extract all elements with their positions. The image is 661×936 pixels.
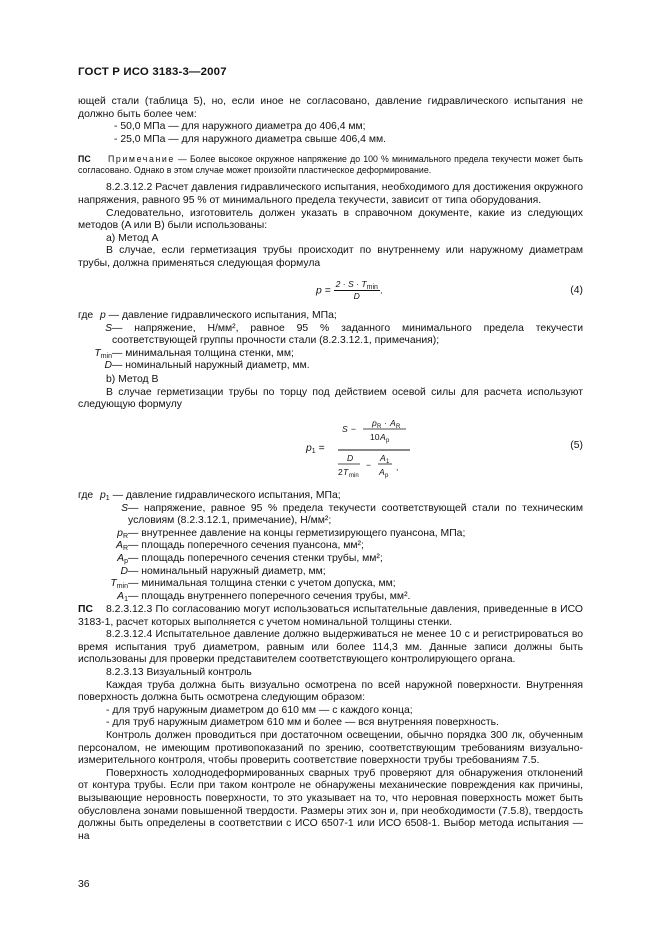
formula-5-operator: − <box>351 424 357 434</box>
document-header: ГОСТ Р ИСО 3183-3—2007 <box>78 66 227 78</box>
formula-4-lhs: p = <box>316 285 331 297</box>
formula-5-subscript: p <box>385 473 389 479</box>
formula-5-punctuation: , <box>396 462 399 472</box>
formula-5-operator: − <box>366 460 372 470</box>
surface-paragraph: Поверхность холоднодеформированных сварных труб проверяют для обнаружения отклонений от контура трубы. Если при таком контроле не обнаружены механические повреждения как причины, вызывающие неровность поверхности, то это указывает на то, что неровная поверхность может быть обусловлена зонами повышенной твердости. Размеры этих зон и, при необходимости (7.5.8), твердость должны быть определены в соответствии с ИСО 6507-1 или ИСО 6508-1. Выбор метода испытания — на <box>78 767 583 842</box>
visual-control-paragraph: Каждая труба должна быть визуально осмотрена по всей наружной поверхности. Внутренняя поверхность должна быть осмотрена следующим образом: <box>78 679 583 704</box>
note-label: Примечание <box>108 154 175 165</box>
formula-5 <box>78 418 583 486</box>
definition-row: D — номинальный наружный диаметр, мм. <box>104 360 310 372</box>
formula-4-number: (4) <box>570 285 583 296</box>
formula-5-symbol: A <box>379 467 385 477</box>
formula-5-subscript: R <box>396 424 401 430</box>
formula-5-symbol: D <box>347 453 354 463</box>
formula-5-symbol: A <box>380 453 386 463</box>
formula-5-operator: · <box>384 418 387 428</box>
definitions-4 <box>78 310 583 373</box>
definition-row: $T_{min}$ — минимальная толщина стенки с учетом допуска, мм; <box>110 578 396 591</box>
definition-row: где p — давление гидравлического испытания, МПа; <box>78 310 337 321</box>
definition-row: D — номинальный наружный диаметр, мм; <box>120 565 326 577</box>
formula-5-subscript: 1 <box>386 459 390 465</box>
method-a-heading: a) Метод A <box>106 232 159 244</box>
definition-row: где $p_1$ — давление гидравлического испытания, МПа; <box>78 490 341 502</box>
formula-5-symbol: S <box>342 424 348 434</box>
clause-8-2-3-12-4: 8.2.3.12.4 Испытательное давление должно выдерживаться не менее 10 с и регистрироваться во время испытания труб диаметром, равным или более 114,3 мм. Данные записи должны быть использованы для проверки представителем соответствующего контролирующего органа. <box>78 629 583 666</box>
formula-5-symbol: A <box>380 432 386 442</box>
formula-5-constant: 2 <box>338 467 343 477</box>
list-item: - 50,0 МПа — для наружного диаметра до 406,4 мм; <box>114 121 366 133</box>
note-pc-mark: ПС <box>78 154 91 165</box>
formula-4-numerator: $2 \cdot S \cdot T_{min}$ <box>335 279 378 291</box>
body-lower <box>78 604 583 843</box>
formula-5-constant: 10 <box>370 432 380 442</box>
method-b-block <box>78 374 583 412</box>
consequently-paragraph: Следовательно, изготовитель должен указать в справочном документе, какие из следующих методов (A или B) были использованы: <box>78 207 583 232</box>
definition-row: S — напряжение, равное 95 % предела текучести соответствующей стали по техническим условиям (8.2.3.12.1, примечание), Н/мм²; <box>121 502 583 527</box>
formula-5-lhs: $p_1$ = <box>306 443 325 455</box>
note <box>78 154 583 176</box>
method-a-paragraph: В случае, если герметизация трубы происходит по внутреннему или наружному диаметрам трубы, должна применяться следующая формула <box>78 245 583 269</box>
formula-4-expression: p = $\frac{2 \cdot S \cdot T_{min}}{D}$ . <box>316 279 383 301</box>
definition-row: S — напряжение, Н/мм², равное 95 % заданного минимального предела текучести соответствующей группы прочности стали (8.2.3.12.1, примечания); <box>105 322 583 347</box>
formula-5-symbol: A <box>390 418 396 428</box>
formula-5-number: (5) <box>570 440 583 451</box>
list-item: - для труб наружным диаметром до 610 мм — с каждого конца; <box>106 704 413 716</box>
formula-5-symbol: p <box>372 418 377 428</box>
formula-4-fraction <box>334 279 380 302</box>
method-b-paragraph: В случае герметизации трубы по торцу под действием осевой силы для расчета используют следующую формулу <box>78 386 583 411</box>
formula-4-denominator: D <box>353 291 360 301</box>
formula-4 <box>78 277 583 307</box>
definitions-5 <box>78 490 583 603</box>
intro-paragraph: ющей стали (таблица 5), но, если иное не согласовано, давление гидравлического испытания не должно быть более чем: <box>78 96 583 120</box>
note-text: — Более высокое окружное напряжение до 100 % минимального предела текучести может быть согласовано. Однако в этом случае может произойти пластическое деформирование. <box>78 154 583 176</box>
clause-8-2-3-12-2: 8.2.3.12.2 Расчет давления гидравлического испытания, необходимого для достижения окружного напряжения, равного 95 % от минимального предела текучести, зависит от типа оборудования. <box>78 182 583 206</box>
formula-5-symbol: T <box>343 467 349 477</box>
formula-5-subscript: min <box>349 473 359 479</box>
definition-row: $p_R$ — внутреннее давление на концы герметизирующего пуансона, МПа; <box>117 527 466 540</box>
clause-8-2-3-13-heading: 8.2.3.13 Визуальный контроль <box>106 666 252 678</box>
formula-5-fraction <box>328 418 458 486</box>
control-paragraph: Контроль должен проводиться при достаточном освещении, обычно порядка 300 лк, обученным персоналом, не имеющим противопоказаний по зрению, соответствующим требованиям визуально-измерительного контроля, чтобы проверить соответствие поверхности трубы требованиям 7.5. <box>78 729 583 767</box>
list-item: - для труб наружным диаметром 610 мм и более — вся внутренняя поверхность. <box>106 717 499 729</box>
definition-row: $T_{min}$ — минимальная толщина стенки, мм; <box>94 347 294 360</box>
list-item: - 25,0 МПа — для наружного диаметра свыше 406,4 мм. <box>114 133 387 145</box>
clause-8-2-3-12-3: ПС 8.2.3.12.3 По согласованию могут использоваться испытательные давления, приведенные в ИСО 3183-1, расчет которых выполняется с учетом номинальной толщины стенки. <box>78 604 583 628</box>
formula-5-subscript: R <box>377 424 382 430</box>
method-b-heading: b) Метод B <box>106 374 159 385</box>
formula-5-subscript: p <box>386 438 390 444</box>
definition-row: $A_1$ — площадь внутреннего поперечного сечения трубы, мм². <box>117 590 411 603</box>
page-number: 36 <box>78 879 90 890</box>
definition-row: $A_R$ — площадь поперечного сечения пуансона, мм²; <box>116 540 364 553</box>
definition-row: $A_p$ — площадь поперечного сечения стенки трубы, мм²; <box>117 552 383 565</box>
body-upper <box>78 96 583 271</box>
pc-mark: ПС <box>78 604 93 615</box>
